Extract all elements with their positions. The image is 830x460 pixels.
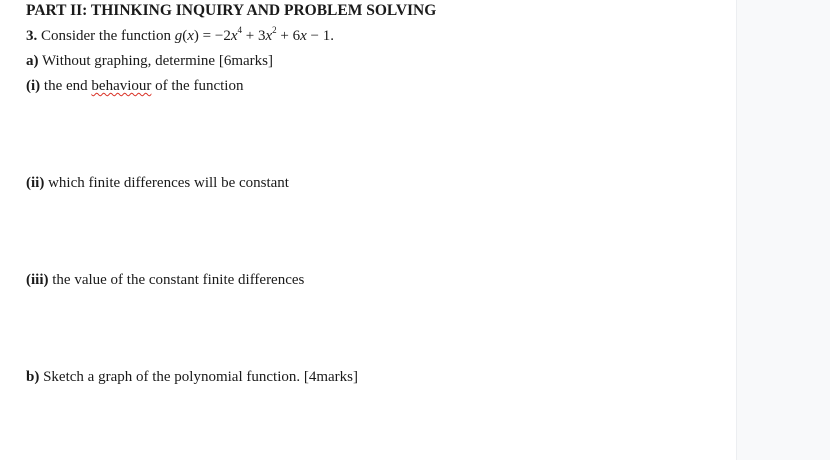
part-b-text: Sketch a graph of the polynomial function. [4marks] <box>39 369 359 385</box>
item-ii-text: which finite differences will be constant <box>44 175 289 191</box>
item-i-label: (i) <box>26 78 41 94</box>
question-3: 3. Consider the function $g(x) = -2x^4 + 3x^2 + 6x - 1$. <box>26 25 334 44</box>
spellcheck-flagged-word[interactable]: behaviour <box>91 78 152 94</box>
part-a-text: Without graphing, determine [6marks] <box>38 53 273 69</box>
item-ii-label: (ii) <box>26 175 45 191</box>
item-iii-label: (iii) <box>26 272 49 288</box>
item-iii-text: the value of the constant finite differences <box>48 272 305 288</box>
part-a <box>26 52 273 70</box>
editor-right-margin <box>736 0 830 460</box>
item-iii <box>26 271 304 289</box>
part-a-label: a) <box>26 53 39 69</box>
part-b <box>26 368 358 386</box>
section-heading: PART II: THINKING INQUIRY AND PROBLEM SOLVING <box>26 2 437 19</box>
question-number: 3. <box>26 28 38 44</box>
item-ii <box>26 174 289 192</box>
part-b-label: b) <box>26 369 40 385</box>
item-i: (i) the end behaviour of the function <box>26 78 244 94</box>
